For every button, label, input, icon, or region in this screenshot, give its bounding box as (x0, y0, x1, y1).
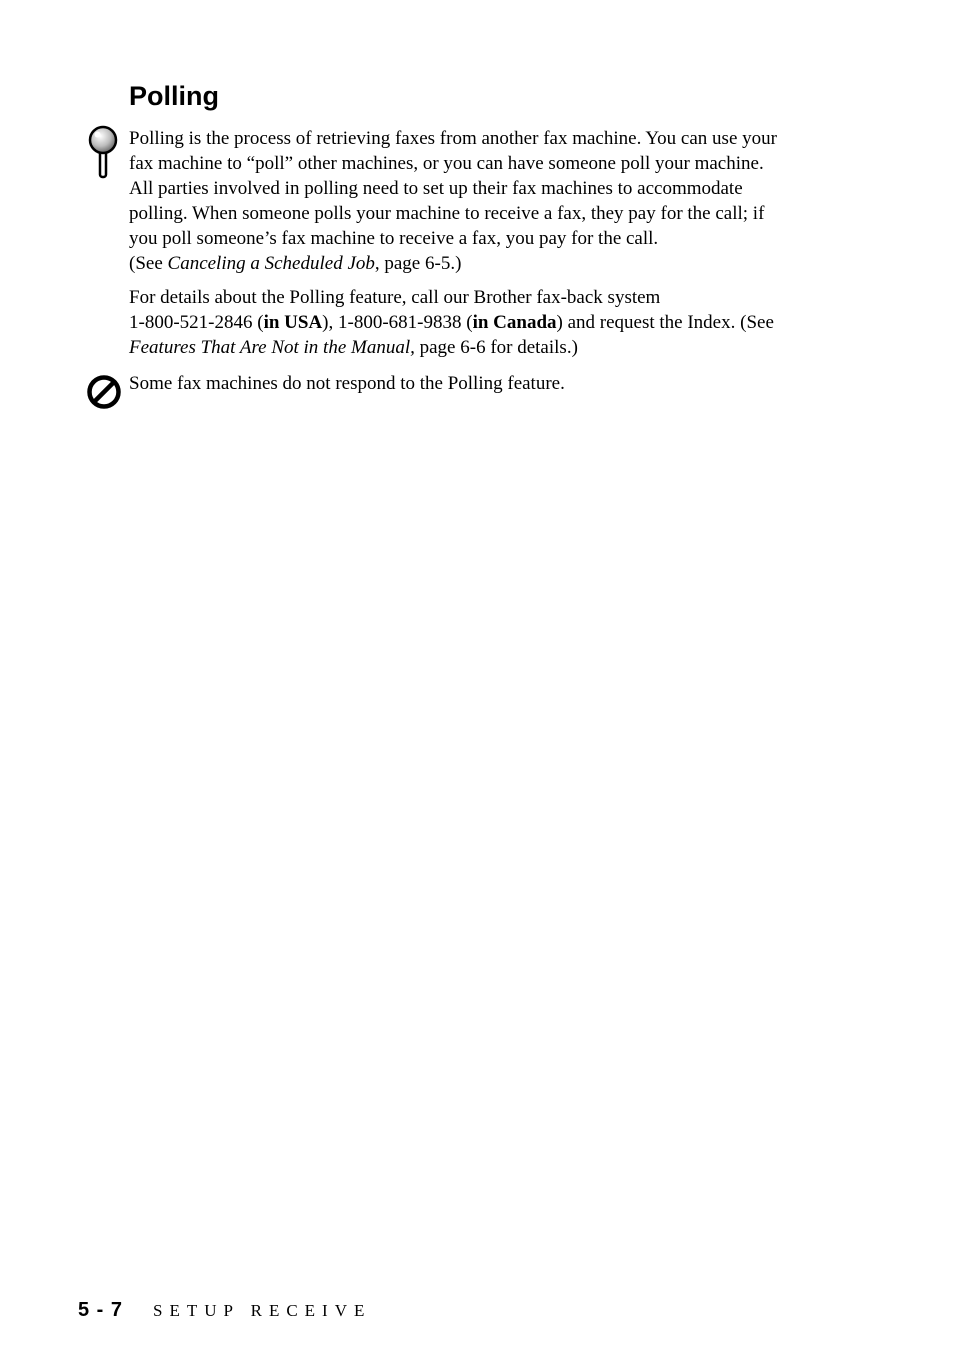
usa-label: in USA (263, 312, 323, 333)
warning-text: Some fax machines do not respond to the Polling feature. (129, 373, 565, 394)
prohibited-icon (86, 374, 122, 410)
polling-note (129, 126, 829, 276)
magnifier-icon (86, 124, 120, 180)
page-number: 5 - 7 (78, 1299, 124, 1321)
page-footer (78, 1296, 371, 1324)
warning-note (129, 371, 829, 396)
section-heading: Polling (129, 81, 219, 111)
cross-reference: Canceling a Scheduled Job (167, 253, 375, 274)
canada-label: in Canada (472, 312, 557, 333)
fax-back-note (129, 285, 829, 360)
cross-reference: Features That Are Not in the Manual, (129, 337, 415, 358)
fax-back-description: For details about the Polling feature, call our Brother fax-back system 1-800-521-2846 (in USA), 1-800-681-9838 (in Canada) and request the Index. (See Features That Are Not in the Manual, page 6-6 for details.) (129, 287, 774, 358)
chapter-title: SETUP RECEIVE (153, 1301, 372, 1320)
polling-description: Polling is the process of retrieving faxes from another fax machine. You can use your fax machine to “poll” other machines, or you can have someone poll your machine. All parties involved in polling need to set up their fax machines to accommodate polling. When someone polls your machine to receive a fax, they pay for the call; if you poll someone’s fax machine to receive a fax, you pay for the call. (See Canceling a Scheduled Job, page 6-5.) (129, 128, 777, 274)
